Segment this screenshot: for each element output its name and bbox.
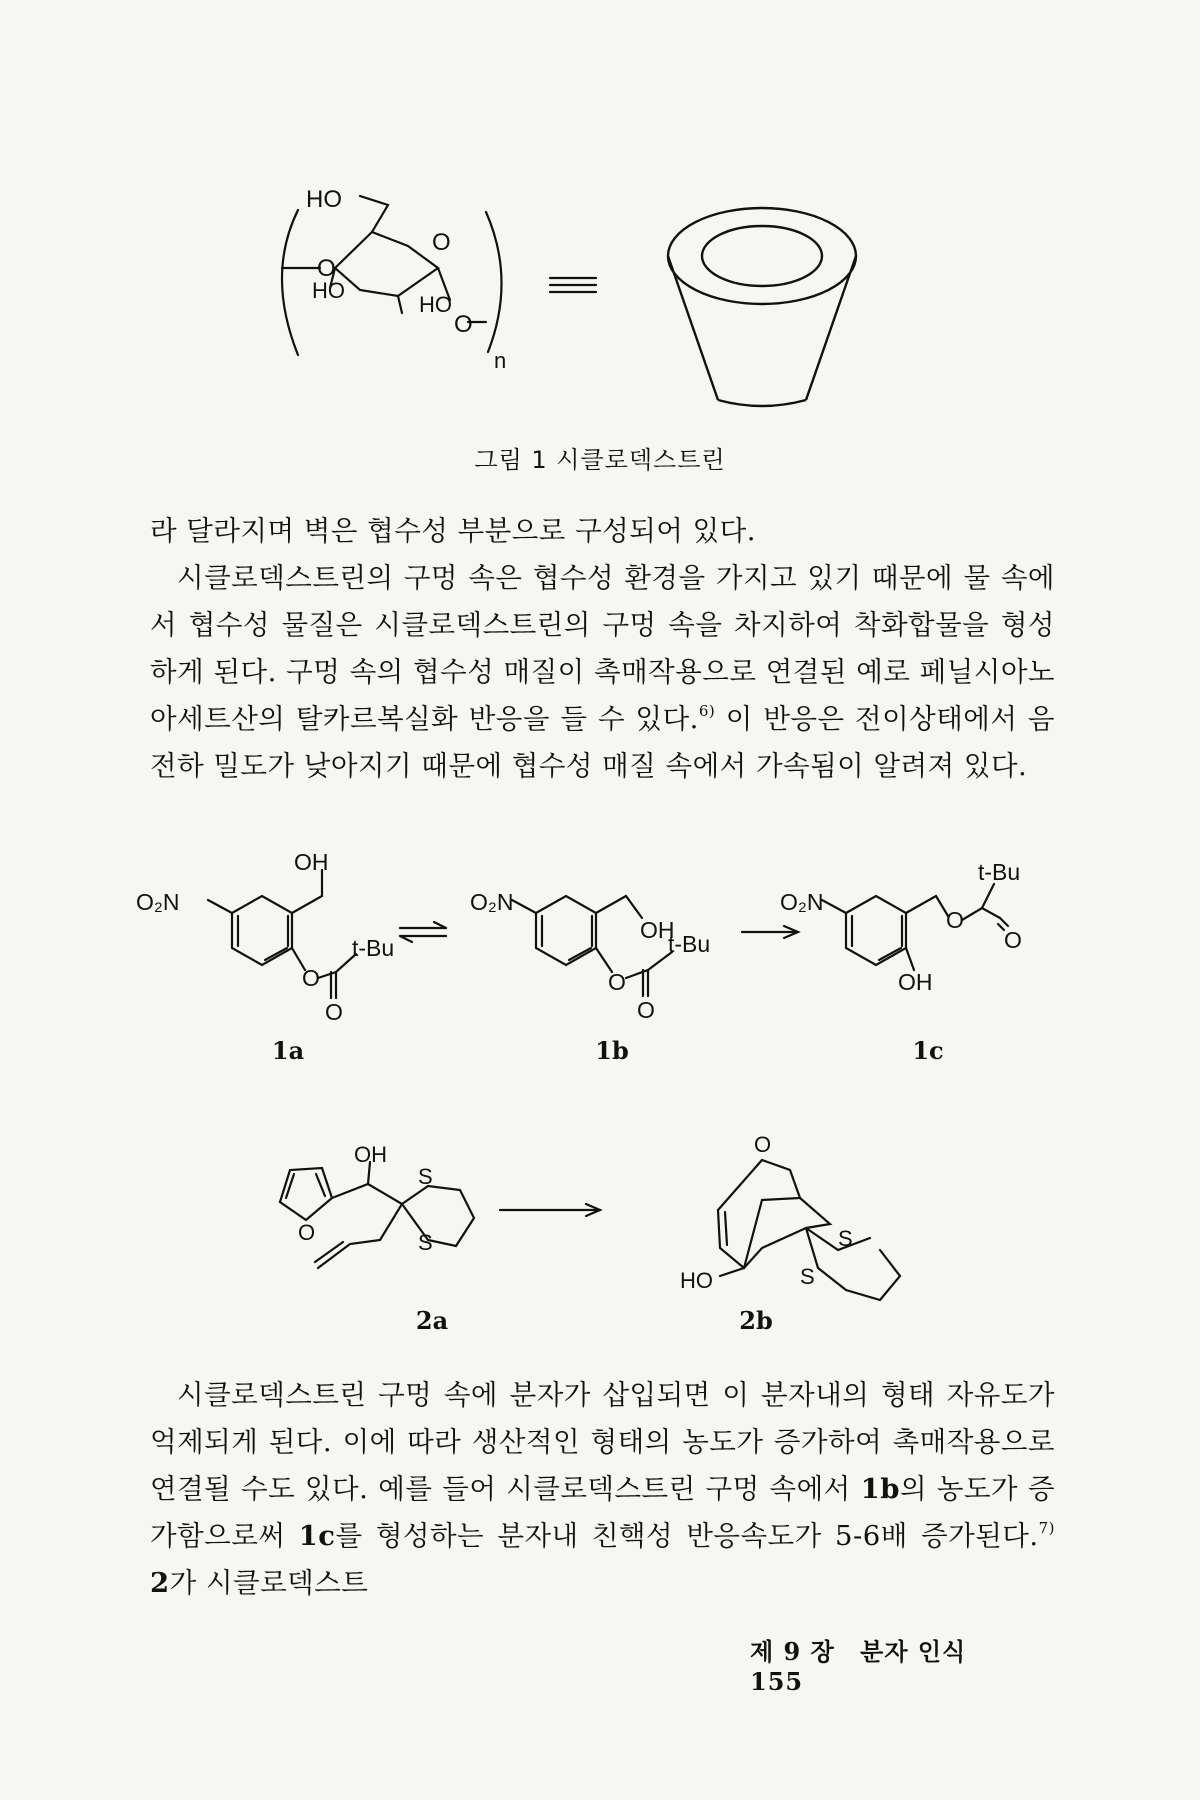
1a-oh-label: OH xyxy=(294,849,329,875)
o-bottom-label: O xyxy=(454,311,473,338)
page-number: 155 xyxy=(750,1667,804,1696)
paragraph-1-body xyxy=(150,555,1055,790)
1c-ester-o-label: O xyxy=(946,907,964,933)
1b-carbonyl-o-label: O xyxy=(637,997,655,1023)
paragraph-1-text-a: 시클로덱스트린의 구멍 속은 협수성 환경을 가지고 있기 때문에 물 속에서 협수성 물질은 시클로덱스트린의 구멍 속을 차지하여 착화합물을 형성하게 된다. 구멍 속의 협수성 매질이 촉매작용으로 연결된 예로 페닐시아노아세트산의 탈카르복실화 반응을 들 수 있다. xyxy=(150,562,1055,735)
1a-no2-label: O₂N xyxy=(136,889,180,915)
figure-caption: 그림 1 시클로덱스트린 xyxy=(474,446,726,474)
paragraph-2-body xyxy=(150,1372,1055,1607)
reference-6: 6) xyxy=(698,702,716,720)
paragraph-2 xyxy=(150,1372,1055,1607)
compound-1a-structure xyxy=(208,870,356,998)
2a-s-top-label: S xyxy=(418,1164,433,1189)
2b-s-bottom-label: S xyxy=(800,1264,815,1289)
right-bracket xyxy=(486,212,502,352)
paragraph-1-line-1: 라 달라지며 벽은 협수성 부분으로 구성되어 있다. xyxy=(150,515,756,547)
compound-label-1b: 1b xyxy=(595,1036,629,1065)
ring-oxygen-label: O xyxy=(432,229,451,256)
ho-right-label: HO xyxy=(419,292,452,317)
paragraph-1 xyxy=(150,508,1055,790)
1b-tbu-label: t-Bu xyxy=(668,931,711,957)
scheme-2-figure xyxy=(0,1100,1200,1300)
1a-ester-o-label: O xyxy=(302,965,320,991)
compound-ref-2: 2 xyxy=(150,1567,170,1599)
page-footer xyxy=(750,1632,1030,1696)
2b-ho-label: HO xyxy=(680,1268,713,1293)
compound-1c-structure xyxy=(822,884,1008,970)
ho-top-label: HO xyxy=(306,186,342,213)
1c-no2-label: O₂N xyxy=(780,889,824,915)
chapter-title: 분자 인식 xyxy=(860,1637,967,1666)
left-bracket xyxy=(282,210,298,355)
1a-carbonyl-o-label: O xyxy=(325,999,343,1025)
paragraph-2-text-2: 의 농도가 증가함으로써 xyxy=(150,1473,1056,1552)
ho-left-label: HO xyxy=(312,278,345,303)
cyclodextrin-cone-icon xyxy=(668,208,856,406)
compound-label-1c: 1c xyxy=(912,1036,944,1065)
paragraph-2-text-1: 시클로덱스트린 구멍 속에 분자가 삽입되면 이 분자내의 형태 자유도가 억제되게 된다. 이에 따라 생산적인 형태의 농도가 증가하여 촉매작용으로 연결될 수도 있다. 예를 들어 시클로덱스트린 구멍 속에서 xyxy=(150,1379,1055,1505)
2b-s-top-label: S xyxy=(838,1226,853,1251)
compound-label-2b: 2b xyxy=(739,1306,773,1335)
2a-oh-label: OH xyxy=(354,1142,387,1167)
2a-furan-o-label: O xyxy=(298,1220,316,1245)
ch2oh-bond xyxy=(360,196,388,232)
1a-tbu-label: t-Bu xyxy=(352,935,395,961)
ho-right-bond xyxy=(398,296,402,313)
2a-s-bottom-label: S xyxy=(418,1230,433,1255)
o-left-label: O xyxy=(317,255,336,282)
compound-ref-1c: 1c xyxy=(298,1520,336,1552)
chapter-number: 제 9 장 xyxy=(750,1637,835,1666)
compound-1b-structure xyxy=(512,896,672,996)
reference-7: 7) xyxy=(1038,1519,1055,1537)
paragraph-2-text-3: 를 형성하는 분자내 친핵성 반응속도가 5-6배 증가된다. xyxy=(335,1520,1039,1552)
sugar-ring xyxy=(335,232,438,296)
2b-bridge-o-label: O xyxy=(754,1132,772,1157)
cyclodextrin-structure-figure xyxy=(0,0,1200,440)
1c-tbu-label: t-Bu xyxy=(978,859,1021,885)
repeat-n-label: n xyxy=(494,348,507,373)
1b-no2-label: O₂N xyxy=(470,889,514,915)
compound-2a-structure xyxy=(280,1162,474,1268)
1c-oh-label: OH xyxy=(898,969,933,995)
compound-label-2a: 2a xyxy=(415,1306,449,1335)
1b-ester-o-label: O xyxy=(608,969,626,995)
paragraph-1-text-b: 이 반응은 전이상태에서 음전하 밀도가 낮아지기 때문에 협수성 매질 속에서 가속됨이 알려져 있다. xyxy=(150,703,1055,782)
1b-oh-label: OH xyxy=(640,917,675,943)
compound-label-1a: 1a xyxy=(271,1036,305,1065)
paragraph-2-text-4: 가 시클로덱스트 xyxy=(169,1567,369,1599)
compound-ref-1b: 1b xyxy=(860,1473,900,1505)
1c-carbonyl-o-label: O xyxy=(1004,927,1022,953)
